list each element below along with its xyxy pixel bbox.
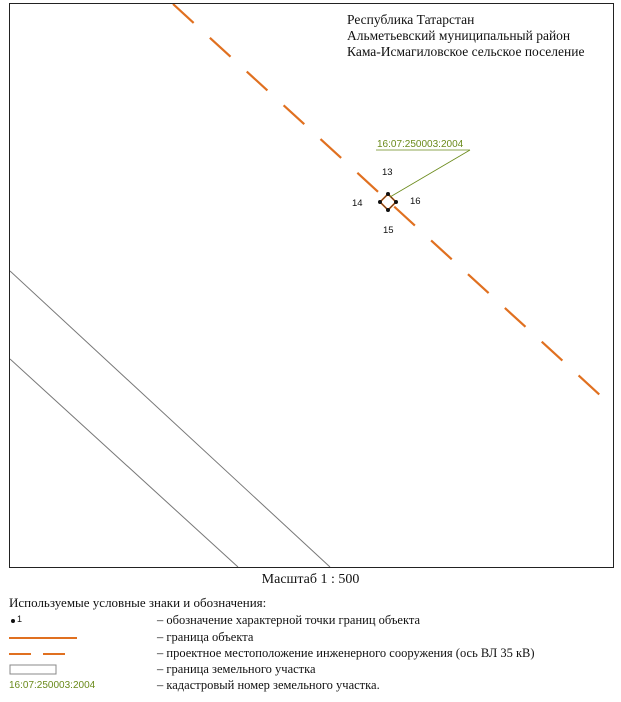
point-16-label: 16 xyxy=(410,196,421,207)
point-13-label: 13 xyxy=(382,167,393,178)
point-15-marker[interactable] xyxy=(386,208,390,212)
legend-item-point xyxy=(9,613,614,629)
land-plot-boundary-upper xyxy=(10,271,330,567)
cadastral-number-label[interactable]: 16:07:250003:2004 xyxy=(377,139,464,150)
point-13-marker[interactable] xyxy=(386,192,390,196)
point-14-marker[interactable] xyxy=(378,200,382,204)
legend-item-object-boundary xyxy=(9,630,614,646)
legend-title: Используемые условные знаки и обозначения: xyxy=(9,595,267,610)
map-frame xyxy=(9,3,614,568)
legend-cadastral-sample: 16:07:250003:2004 xyxy=(9,680,96,691)
legend-item-projected-axis xyxy=(9,646,614,662)
cadastral-leader-line xyxy=(390,150,470,197)
legend-point-symbol xyxy=(9,613,119,629)
header-settlement: Кама-Исмагиловское сельское поселение xyxy=(347,44,585,59)
map-scale: Масштаб 1 : 500 xyxy=(261,572,360,587)
header-republic: Республика Татарстан xyxy=(347,12,475,27)
header-district: Альметьевский муниципальный район xyxy=(347,28,571,43)
legend-item-land-plot xyxy=(9,662,614,678)
point-16-marker[interactable] xyxy=(394,200,398,204)
legend-dashed-line-symbol xyxy=(9,646,119,662)
point-14-label: 14 xyxy=(352,198,363,209)
legend-point-number: 1 xyxy=(17,614,23,624)
land-plot-boundary-lower xyxy=(10,359,238,567)
legend-text-point: – обозначение характерной точки границ объекта xyxy=(157,613,421,627)
legend-text-projected-axis: – проектное местоположение инженерного сооружения (ось ВЛ 35 кВ) xyxy=(157,646,535,660)
legend-text-cadastral: – кадастровый номер земельного участка. xyxy=(157,678,380,692)
object-boundary xyxy=(380,194,396,210)
legend-cadastral-symbol xyxy=(9,678,119,694)
region-header xyxy=(347,12,584,60)
object-boundary-inner xyxy=(380,194,396,210)
map-canvas[interactable] xyxy=(10,4,614,568)
legend-item-cadastral xyxy=(9,678,614,694)
point-15-label: 15 xyxy=(383,225,394,236)
legend-solid-line-symbol xyxy=(9,630,119,646)
legend-rectangle-symbol xyxy=(9,662,119,678)
legend-text-land-plot: – граница земельного участка xyxy=(157,662,316,676)
legend-text-object-boundary: – граница объекта xyxy=(157,630,254,644)
